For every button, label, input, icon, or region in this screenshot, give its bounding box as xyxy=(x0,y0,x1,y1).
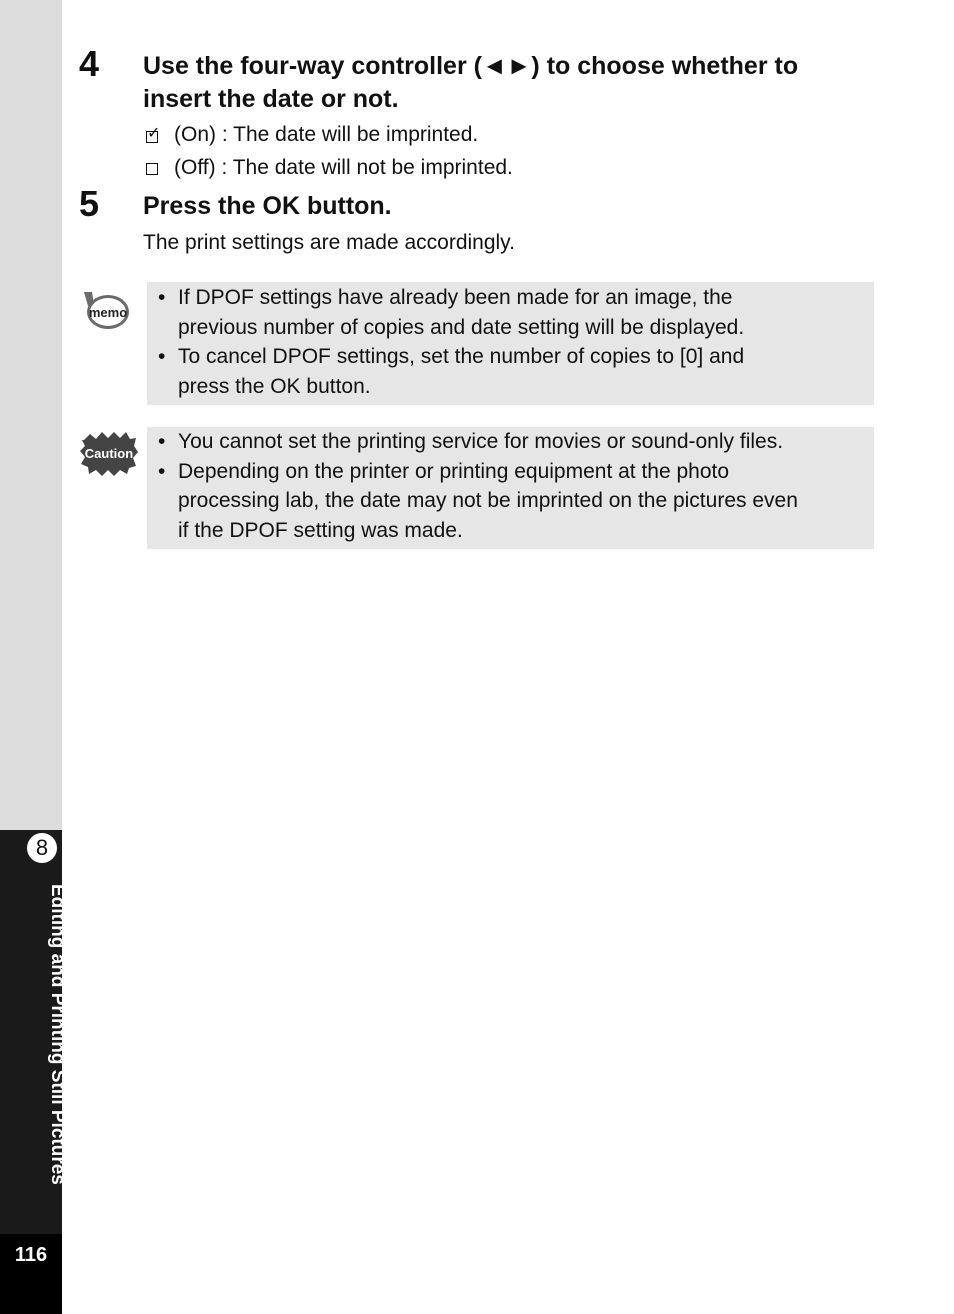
caution-item: • You cannot set the printing service for movies or sound-only files. xyxy=(158,430,784,453)
chapter-number-badge: 8 xyxy=(27,833,57,863)
step-5-body: The print settings are made accordingly. xyxy=(143,231,515,254)
memo-icon-label: memo xyxy=(88,305,128,320)
memo-icon xyxy=(80,288,132,334)
step-5-number: 5 xyxy=(79,183,100,224)
memo-item: • To cancel DPOF settings, set the number of copies to [0] and press the OK button. xyxy=(158,345,745,398)
caution-item: • Depending on the printer or printing equipment at the photo processing lab, the date may not be imprinted on the pictures even if the DPOF setting was made. xyxy=(158,459,798,542)
step-5-title: Press the OK button. xyxy=(143,192,392,220)
checkmark-icon: ✓ xyxy=(147,125,161,142)
checkbox-empty-icon xyxy=(146,163,158,175)
page-number: 116 xyxy=(14,1244,48,1266)
caution-icon-label: Caution xyxy=(84,446,134,461)
step-4-title-line-2: insert the date or not. xyxy=(143,85,399,113)
memo-item: • If DPOF settings have already been made for an image, the previous number of copies and date setting will be displayed. xyxy=(158,286,745,339)
step-4-number: 4 xyxy=(79,43,100,84)
memo-list xyxy=(158,283,744,401)
step-4-title-line-1: Use the four-way controller (◄►) to choose whether to xyxy=(143,52,799,80)
caution-list xyxy=(158,427,798,545)
caution-icon xyxy=(80,430,138,476)
option-off-text: (Off) : The date will not be imprinted. xyxy=(174,156,513,179)
chapter-title: Editing and Printing Still Pictures xyxy=(47,884,68,1185)
option-on-text: (On) : The date will be imprinted. xyxy=(174,123,479,146)
